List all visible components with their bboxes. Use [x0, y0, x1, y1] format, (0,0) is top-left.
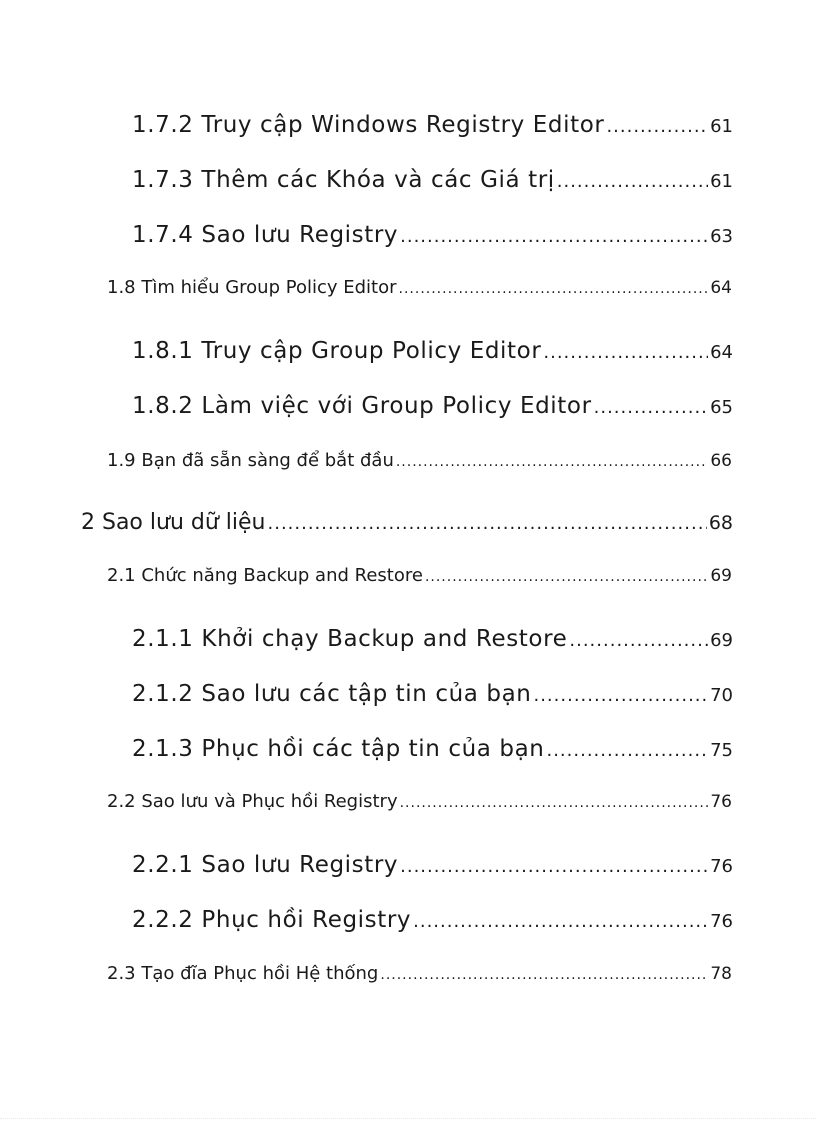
toc-dot-leader — [400, 856, 708, 877]
toc-entry[interactable] — [81, 510, 733, 535]
toc-entry[interactable] — [132, 852, 733, 878]
toc-entry[interactable] — [132, 907, 733, 933]
toc-entry-title: 1.7.2 Truy cập Windows Registry Editor — [132, 112, 605, 138]
toc-entry-title: 2 Sao lưu dữ liệu — [81, 510, 266, 535]
toc-entry-title: 1.8.2 Làm việc với Group Policy Editor — [132, 393, 592, 419]
toc-entry-page: 65 — [710, 397, 733, 418]
toc-entry[interactable] — [107, 791, 732, 812]
toc-entry-page: 76 — [710, 911, 733, 932]
toc-entry[interactable] — [132, 222, 733, 248]
toc-entry-title: 1.7.3 Thêm các Khóa và các Giá trị — [132, 167, 555, 193]
toc-dot-leader — [268, 513, 707, 534]
toc-entry-title: 2.2 Sao lưu và Phục hồi Registry — [107, 791, 398, 812]
toc-entry-page: 68 — [708, 512, 733, 534]
toc-entry-page: 61 — [710, 116, 733, 137]
toc-entry-page: 76 — [710, 856, 733, 877]
toc-dot-leader — [396, 454, 709, 470]
toc-dot-leader — [413, 911, 708, 932]
toc-entry[interactable] — [132, 626, 733, 652]
toc-entry[interactable] — [107, 277, 732, 298]
toc-dot-leader — [546, 740, 708, 761]
toc-entry-page: 69 — [710, 566, 732, 586]
toc-dot-leader — [399, 281, 709, 297]
toc-dot-leader — [380, 967, 708, 983]
toc-entry-title: 2.2.2 Phục hồi Registry — [132, 907, 412, 933]
toc-dot-leader — [425, 569, 708, 585]
toc-entry[interactable] — [107, 963, 732, 984]
toc-dot-leader — [543, 342, 708, 363]
toc-entry-title: 2.1 Chức năng Backup and Restore — [107, 565, 423, 586]
page-bottom-edge — [0, 1118, 816, 1119]
toc-entry-page: 76 — [710, 792, 732, 812]
toc-entry-page: 61 — [710, 171, 733, 192]
toc-entry-page: 75 — [710, 740, 733, 761]
toc-entry[interactable] — [132, 736, 733, 762]
toc-dot-leader — [594, 397, 708, 418]
toc-entry[interactable] — [132, 338, 733, 364]
toc-entry-page: 63 — [710, 226, 733, 247]
toc-dot-leader — [400, 795, 709, 811]
toc-dot-leader — [400, 226, 708, 247]
toc-entry-title: 2.3 Tạo đĩa Phục hồi Hệ thống — [107, 963, 379, 984]
toc-dot-leader — [569, 630, 708, 651]
toc-dot-leader — [557, 171, 708, 192]
toc-entry-page: 64 — [710, 342, 733, 363]
toc-entry-title: 2.2.1 Sao lưu Registry — [132, 852, 399, 878]
toc-entry[interactable] — [107, 450, 732, 471]
toc-entry-page: 64 — [710, 278, 732, 298]
toc-dot-leader — [533, 685, 708, 706]
toc-entry-title: 2.1.1 Khởi chạy Backup and Restore — [132, 626, 568, 652]
toc-entry-page: 69 — [710, 630, 733, 651]
toc-entry-title: 1.8.1 Truy cập Group Policy Editor — [132, 338, 542, 364]
toc-dot-leader — [606, 116, 708, 137]
toc-entry[interactable] — [132, 167, 733, 193]
toc-entry[interactable] — [132, 112, 733, 138]
toc-entry[interactable] — [132, 393, 733, 419]
toc-entry-title: 2.1.2 Sao lưu các tập tin của bạn — [132, 681, 532, 707]
toc-entry-title: 2.1.3 Phục hồi các tập tin của bạn — [132, 736, 545, 762]
toc-entry[interactable] — [132, 681, 733, 707]
toc-entry[interactable] — [107, 565, 732, 586]
toc-entry-title: 1.8 Tìm hiểu Group Policy Editor — [107, 277, 397, 298]
toc-entry-page: 70 — [710, 685, 733, 706]
toc-entry-page: 78 — [710, 964, 732, 984]
toc-entry-title: 1.7.4 Sao lưu Registry — [132, 222, 399, 248]
toc-entry-title: 1.9 Bạn đã sẵn sàng để bắt đầu — [107, 450, 394, 471]
toc-entry-page: 66 — [710, 451, 732, 471]
